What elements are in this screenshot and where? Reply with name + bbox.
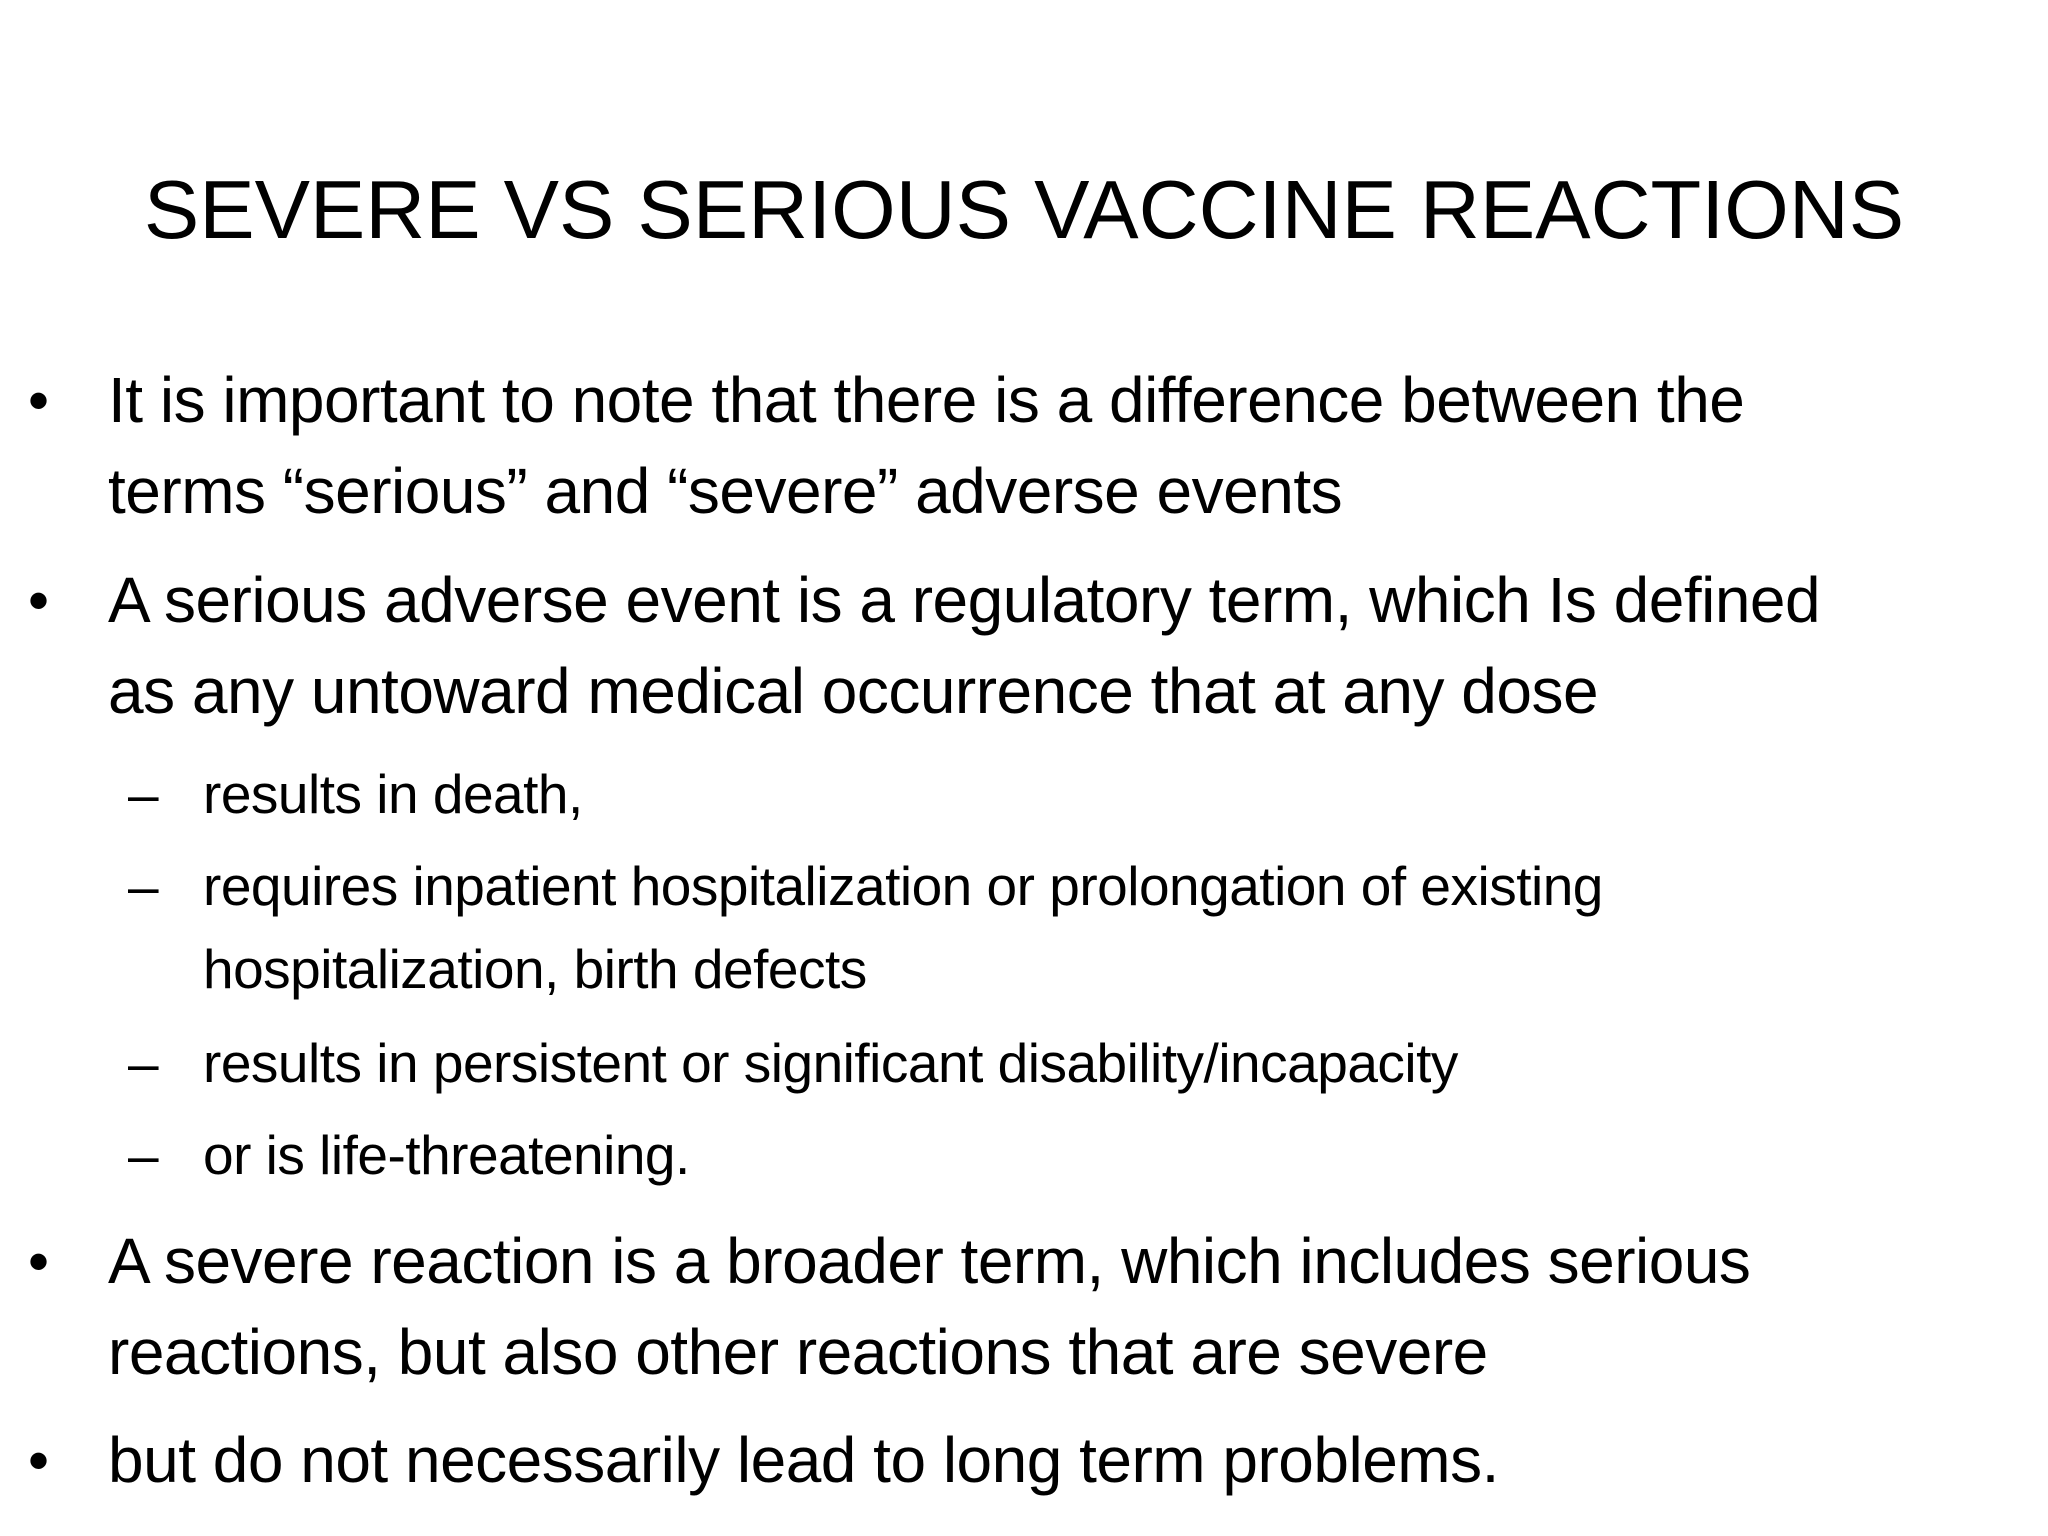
- bullet-line: but do not necessarily lead to long term problems.: [108, 1424, 1499, 1496]
- bullet-dot: •: [28, 1427, 49, 1494]
- sub-bullet-line: results in death,: [203, 763, 583, 825]
- bullet-item: [28, 1415, 2048, 1506]
- bullet-line: A severe reaction is a broader term, which includes serious: [108, 1225, 1751, 1297]
- dash-mark: –: [128, 855, 159, 917]
- sub-bullet-line: or is life-threatening.: [203, 1124, 690, 1186]
- sub-bullet-line: results in persistent or significant disability/incapacity: [203, 1032, 1458, 1094]
- bullet-item: [28, 355, 2048, 537]
- sub-bullet-line: requires inpatient hospitalization or prolongation of existing: [203, 855, 1603, 917]
- bullet-dot: •: [28, 1228, 49, 1295]
- bullet-line: A serious adverse event is a regulatory term, which Is defined: [108, 564, 1821, 636]
- bullet-line: as any untoward medical occurrence that at any dose: [108, 655, 1599, 727]
- sub-bullet-item: [128, 1114, 2003, 1197]
- sub-bullet-item: [128, 845, 2003, 1011]
- bullet-dot: •: [28, 367, 49, 434]
- bullet-item: [28, 555, 2048, 737]
- sub-bullet-item: [128, 753, 2003, 836]
- bullet-line: It is important to note that there is a difference between the: [108, 364, 1745, 436]
- bullet-line: reactions, but also other reactions that are severe: [108, 1316, 1488, 1388]
- dash-mark: –: [128, 763, 159, 825]
- sub-bullet-line: hospitalization, birth defects: [203, 938, 867, 1000]
- bullet-dot: •: [28, 567, 49, 634]
- dash-mark: –: [128, 1124, 159, 1186]
- sub-bullet-item: [128, 1022, 2003, 1105]
- dash-mark: –: [128, 1032, 159, 1094]
- slide-title: SEVERE VS SERIOUS VACCINE REACTIONS: [143, 163, 1905, 256]
- bullet-line: terms “serious” and “severe” adverse events: [108, 455, 1343, 527]
- bullet-item: [28, 1216, 2048, 1398]
